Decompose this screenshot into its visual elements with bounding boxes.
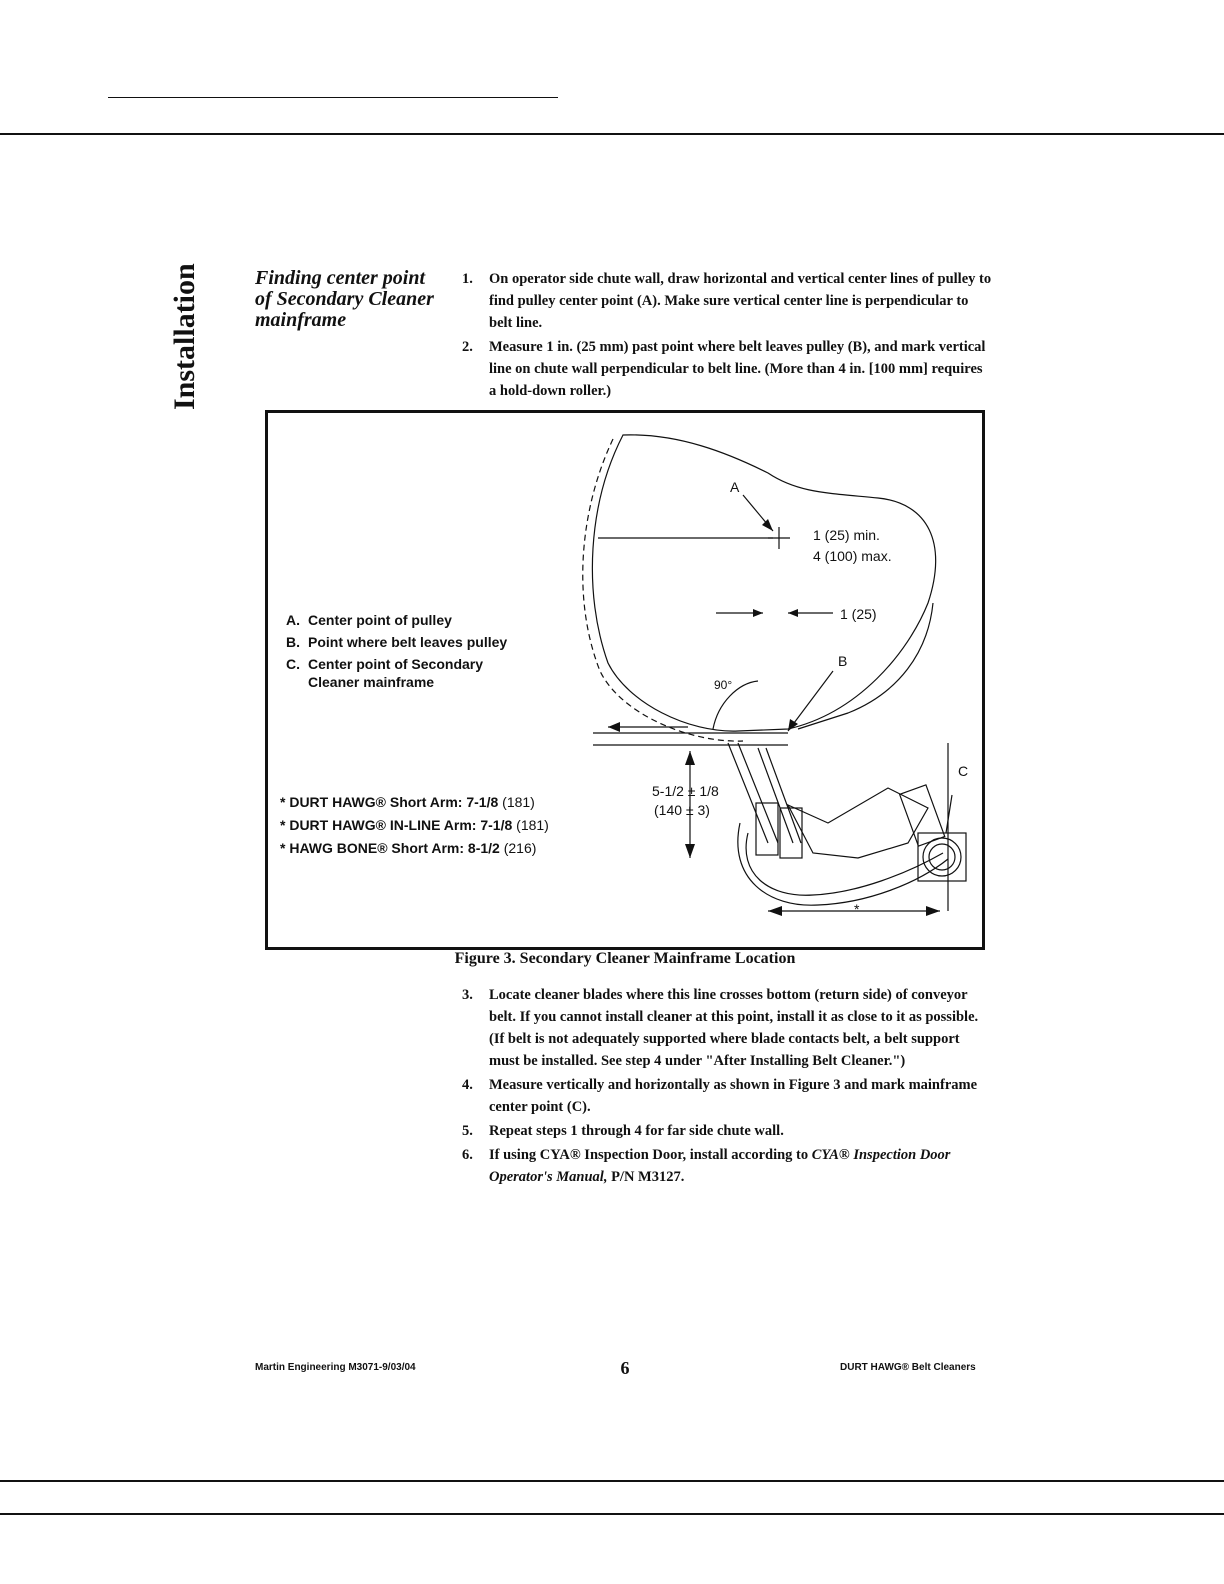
- arrow-a-head: [762, 519, 773, 531]
- belt-arrow-head: [608, 722, 620, 732]
- step-item: 1. On operator side chute wall, draw horizontal and vertical center lines of pulley to find pulley center point (A). Make sure vertical center line is perpendicular to belt line.: [462, 271, 992, 331]
- label-height-2: (140 ± 3): [654, 802, 710, 818]
- label-height-1: 5-1/2 ± 1/8: [652, 783, 719, 799]
- header-short-rule: [108, 97, 558, 98]
- label-star: *: [854, 901, 860, 917]
- pulley-outline: [592, 435, 935, 731]
- height-arrow-top: [685, 751, 695, 765]
- label-c: C: [958, 763, 969, 779]
- step-item: 2. Measure 1 in. (25 mm) past point where belt leaves pulley (B), and mark vertical line on chute wall perpendicular to belt line. (More than 4 in. [100 mm] requires a hold-down roller.): [462, 339, 986, 399]
- steps-bottom: [462, 984, 992, 1190]
- star-arrow-left: [768, 906, 782, 916]
- label-max: 4 (100) max.: [813, 548, 892, 564]
- footer-rule-2: [0, 1513, 1224, 1515]
- footer-right: DURT HAWG® Belt Cleaners: [840, 1362, 976, 1373]
- figure-3: [265, 410, 985, 950]
- label-angle: 90°: [714, 678, 733, 692]
- step-item: 5. Repeat steps 1 through 4 for far side chute wall.: [462, 1123, 784, 1139]
- page-number: 6: [620, 1358, 630, 1378]
- cleaner-arm-assembly: [728, 743, 969, 911]
- step-text: On operator side chute wall, draw horizontal and vertical center lines of pulley to find pulley center point (A). Make sure vertical center line is perpendicular to belt line.: [489, 271, 992, 331]
- label-b: B: [838, 653, 848, 669]
- star-arrow-right: [926, 906, 940, 916]
- figure-caption: Figure 3. Secondary Cleaner Mainframe Location: [454, 950, 796, 967]
- subheading: Finding center point of Secondary Cleaner mainframe: [255, 267, 434, 331]
- gap-arrow-right-head: [788, 609, 798, 617]
- step-item: 6. If using CYA® Inspection Door, install according to CYA® Inspection Door Operator's Manual, P/N M3127.: [462, 1147, 951, 1185]
- arm-dimensions: [280, 791, 549, 860]
- footer-rule-1: [0, 1480, 1224, 1482]
- label-gap: 1 (25): [840, 606, 877, 622]
- arm-item: * DURT HAWG® Short Arm: 7-1/8 (181): [280, 794, 535, 810]
- legend-item: A. Center point of pulley: [286, 612, 452, 628]
- step-text: If using CYA® Inspection Door, install according to CYA® Inspection Door Operator's Manual, P/N M3127.: [489, 1147, 951, 1185]
- step-text: Measure 1 in. (25 mm) past point where belt leaves pulley (B), and mark vertical line on chute wall perpendicular to belt line. (More than 4 in. [100 mm] requires a hold-down roller.): [489, 339, 986, 399]
- height-arrow-bottom: [685, 844, 695, 858]
- arm-item: * DURT HAWG® IN-LINE Arm: 7-1/8 (181): [280, 817, 549, 833]
- gap-arrow-left-head: [753, 609, 763, 617]
- legend-item: C. Center point of Secondary Cleaner mainframe: [286, 656, 484, 690]
- header-rule: [0, 133, 1224, 135]
- side-section-title: Installation: [168, 263, 201, 410]
- label-min: 1 (25) min.: [813, 527, 880, 543]
- steps-top: [462, 268, 992, 404]
- footer-left: Martin Engineering M3071-9/03/04: [255, 1362, 416, 1373]
- step-text: Measure vertically and horizontally as shown in Figure 3 and mark mainframe center point (C).: [489, 1077, 978, 1115]
- manual-title: CYA® Inspection Door Operator's Manual,: [489, 1147, 951, 1185]
- step-text: Repeat steps 1 through 4 for far side chute wall.: [489, 1123, 784, 1139]
- step-text: Locate cleaner blades where this line crosses bottom (return side) of conveyor belt. If you cannot install cleaner at this point, install it as close to it as possible. (If belt is not adequately supported where blade contacts belt, a belt support must be installed. See step 4 under "After Installing Belt Cleaner."): [489, 987, 979, 1069]
- step-item: 3. Locate cleaner blades where this line crosses bottom (return side) of conveyor belt. If you cannot install cleaner at this point, install it as close to it as possible. (If belt is not adequately supported where blade contacts belt, a belt support must be installed. See step 4 under "After Installing Belt Cleaner."): [462, 987, 979, 1069]
- arrow-b-head: [788, 719, 798, 731]
- step-item: 4. Measure vertically and horizontally as shown in Figure 3 and mark mainframe center point (C).: [462, 1077, 978, 1115]
- legend-item: B. Point where belt leaves pulley: [286, 634, 508, 650]
- figure-legend: [286, 609, 538, 691]
- pulley-inner-dashed: [583, 439, 743, 741]
- arm-item: * HAWG BONE® Short Arm: 8-1/2 (216): [280, 840, 537, 856]
- label-a: A: [730, 479, 740, 495]
